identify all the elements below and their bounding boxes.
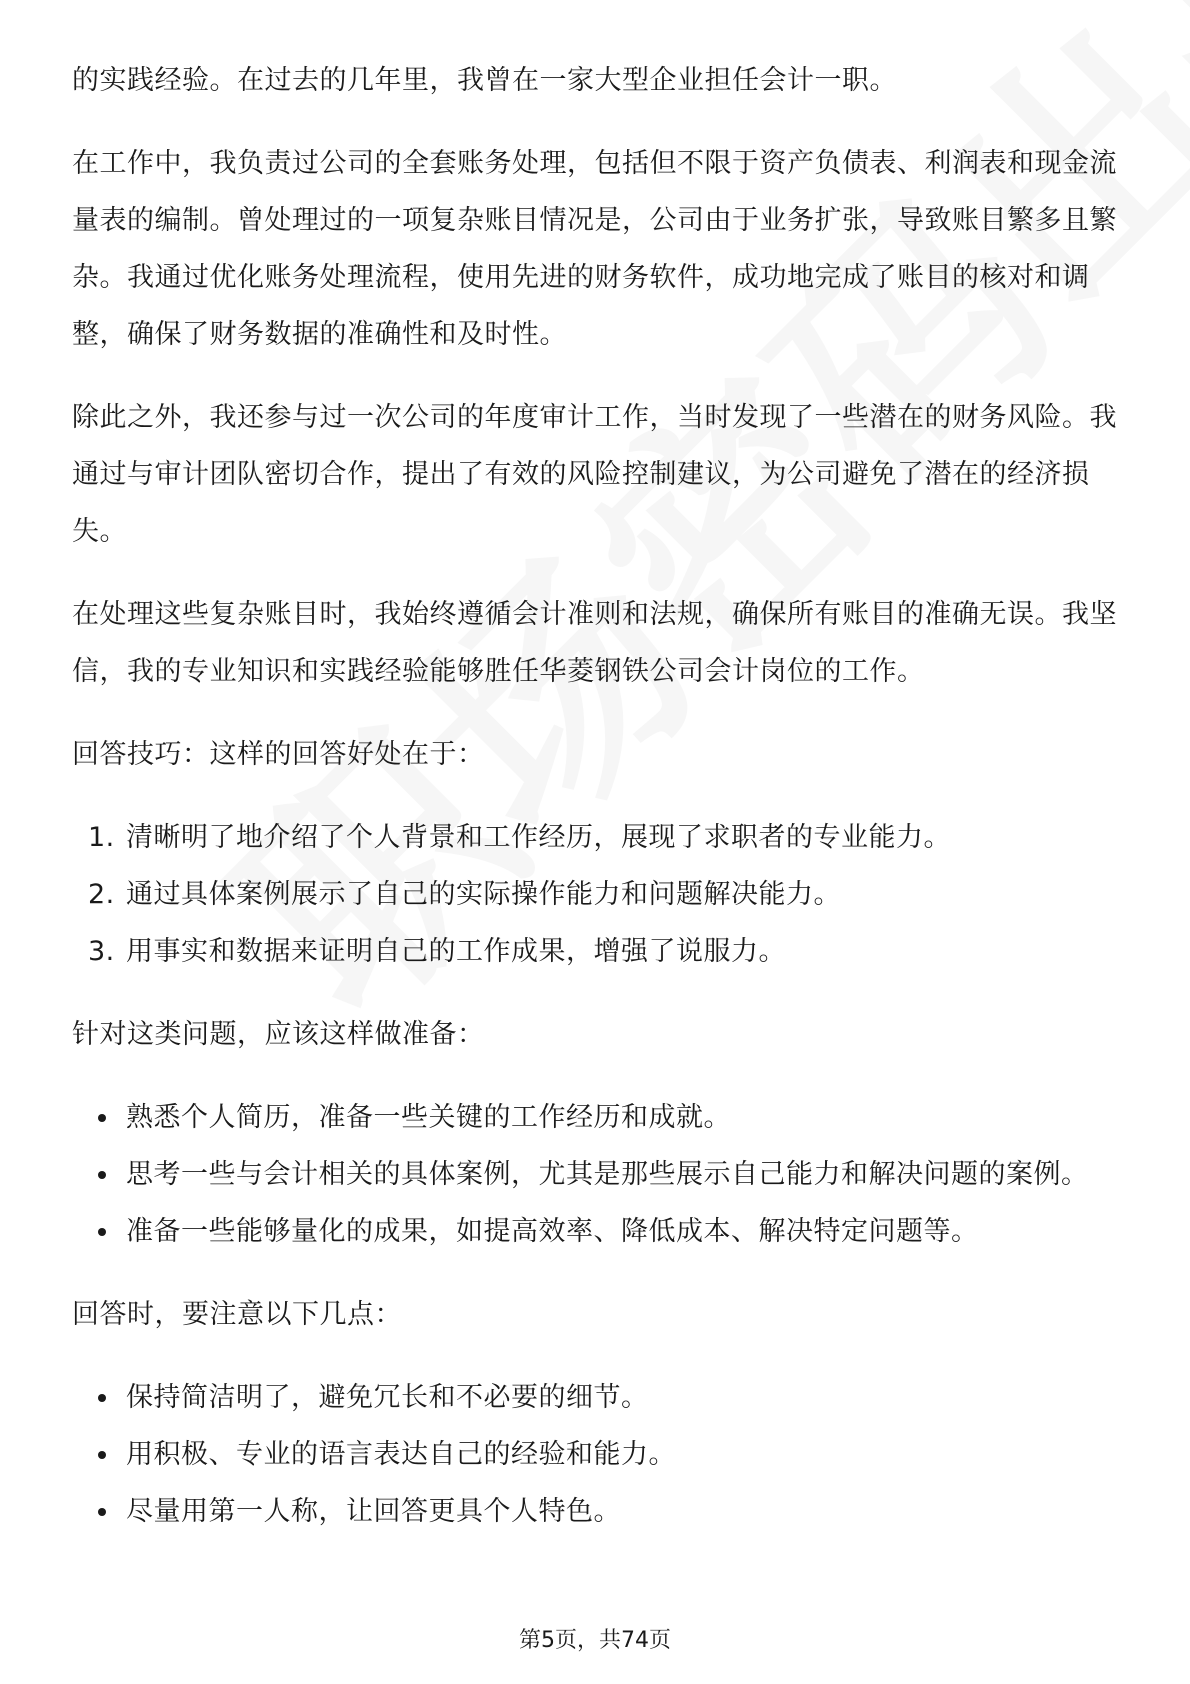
bullet-icon [98, 1451, 106, 1459]
prepare-list [72, 1089, 1122, 1260]
list-item [72, 1203, 1122, 1260]
list-item-text: 熟悉个人简历，准备一些关键的工作经历和成就。 [126, 1102, 731, 1133]
bullet-icon [98, 1171, 106, 1179]
list-item [72, 866, 1122, 923]
list-item [72, 1426, 1122, 1483]
list-item-text: 通过具体案例展示了自己的实际操作能力和问题解决能力。 [126, 879, 841, 910]
list-item [72, 1089, 1122, 1146]
list-number: 1. [88, 822, 115, 853]
list-item-text: 清晰明了地介绍了个人背景和工作经历，展现了求职者的专业能力。 [126, 822, 951, 853]
bullet-icon [98, 1394, 106, 1402]
list-item-text: 用事实和数据来证明自己的工作成果，增强了说服力。 [126, 936, 786, 967]
prepare-heading: 针对这类问题，应该这样做准备： [72, 1019, 485, 1050]
paragraph-intro: 的实践经验。在过去的几年里，我曾在一家大型企业担任会计一职。 [72, 65, 897, 96]
tips-list [72, 809, 1122, 980]
paragraph-audit-experience: 除此之外，我还参与过一次公司的年度审计工作，当时发现了一些潜在的财务风险。我通过与审计团队密切合作，提出了有效的风险控制建议，为公司避免了潜在的经济损失。 [72, 402, 1117, 547]
bullet-icon [98, 1508, 106, 1516]
list-number: 2. [88, 879, 115, 910]
list-item [72, 1369, 1122, 1426]
list-item [72, 1483, 1122, 1540]
bullet-icon [98, 1228, 106, 1236]
list-item-text: 保持简洁明了，避免冗长和不必要的细节。 [126, 1382, 649, 1413]
list-number: 3. [88, 936, 115, 967]
page-number: 第5页，共74页 [519, 1628, 671, 1653]
list-item [72, 1146, 1122, 1203]
document-body [72, 52, 1122, 1540]
list-item-text: 尽量用第一人称，让回答更具个人特色。 [126, 1496, 621, 1527]
paragraph-work-experience: 在工作中，我负责过公司的全套账务处理，包括但不限于资产负债表、利润表和现金流量表的编制。曾处理过的一项复杂账目情况是，公司由于业务扩张，导致账目繁多且繁杂。我通过优化账务处理流程，使用先进的财务软件，成功地完成了账目的核对和调整，确保了财务数据的准确性和及时性。 [72, 148, 1117, 350]
tips-heading: 回答技巧：这样的回答好处在于： [72, 739, 485, 770]
list-item-text: 准备一些能够量化的成果，如提高效率、降低成本、解决特定问题等。 [126, 1216, 979, 1247]
list-item-text: 思考一些与会计相关的具体案例，尤其是那些展示自己能力和解决问题的案例。 [126, 1159, 1089, 1190]
list-item [72, 923, 1122, 980]
bullet-icon [98, 1114, 106, 1122]
notes-list [72, 1369, 1122, 1540]
paragraph-conclusion: 在处理这些复杂账目时，我始终遵循会计准则和法规，确保所有账目的准确无误。我坚信，我的专业知识和实践经验能够胜任华菱钢铁公司会计岗位的工作。 [72, 599, 1117, 687]
notes-heading: 回答时，要注意以下几点： [72, 1299, 402, 1330]
list-item-text: 用积极、专业的语言表达自己的经验和能力。 [126, 1439, 676, 1470]
list-item [72, 809, 1122, 866]
